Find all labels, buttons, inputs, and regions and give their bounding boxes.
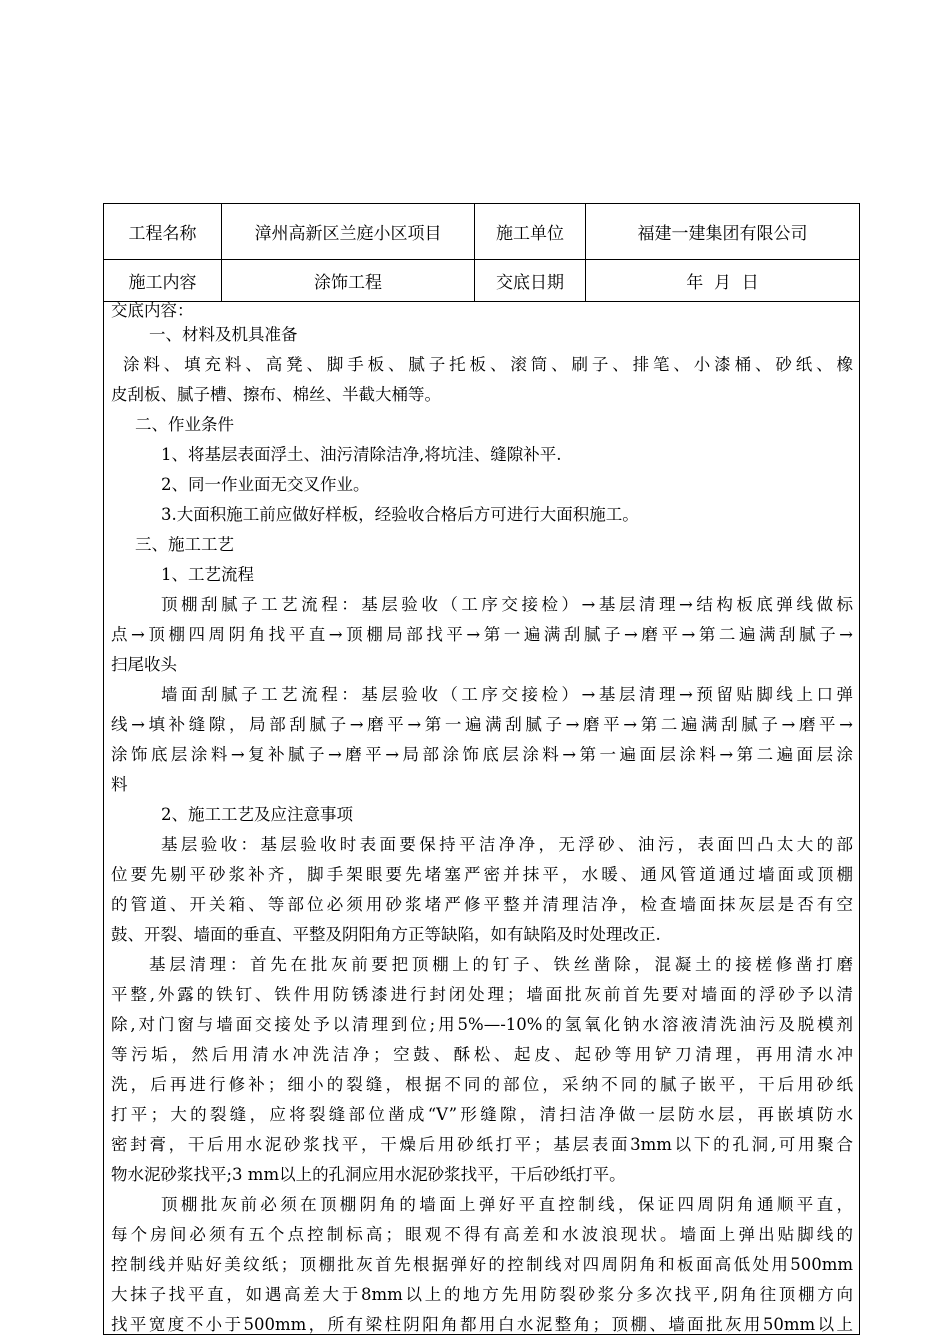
disclosure-content — [111, 302, 853, 1340]
paragraph-line: 涂饰底层涂料→复补腻子→磨平→局部涂饰底层涂料→第一遍面层涂料→第二遍面层涂 — [111, 745, 853, 764]
header-row-1 — [104, 204, 859, 260]
subsection-heading: 2、施工工艺及应注意事项 — [161, 805, 353, 824]
paragraph-line: 扫尾收头 — [111, 655, 177, 674]
date-value: 年 月 日 — [686, 273, 759, 293]
project-name-label: 工程名称 — [104, 204, 222, 259]
disclosure-form — [103, 203, 860, 1335]
header-row-2 — [104, 260, 859, 302]
paragraph-line: 基层验收：基层验收时表面要保持平洁净净，无浮砂、油污，表面凹凸太大的部 — [161, 835, 853, 854]
paragraph-line: 控制线并贴好美纹纸；顶棚批灰首先根据弹好的控制线对四周阴角和板面高低处用500mm — [111, 1255, 853, 1274]
list-item: 1、将基层表面浮土、油污清除洁净,将坑洼、缝隙补平. — [161, 445, 562, 464]
paragraph-line: 的管道、开关箱、等部位必须用砂浆堵严修平整并清理洁净，检查墙面抹灰层是否有空 — [111, 895, 853, 914]
paragraph-line: 鼓、开裂、墙面的垂直、平整及阴阳角方正等缺陷，如有缺陷及时处理改正. — [111, 925, 661, 944]
paragraph-line: 料 — [111, 775, 128, 794]
project-name-value: 漳州高新区兰庭小区项目 — [222, 204, 475, 259]
paragraph-line: 等污垢，然后用清水冲洗洁净；空鼓、酥松、起皮、起砂等用铲刀清理，再用清水冲 — [111, 1045, 853, 1064]
section-heading: 二、作业条件 — [135, 415, 234, 434]
paragraph-line: 顶棚刮腻子工艺流程：基层验收（工序交接检）→基层清理→结构板底弹线做标 — [161, 595, 853, 614]
date-label: 交底日期 — [475, 260, 586, 301]
section-heading: 三、施工工艺 — [135, 535, 234, 554]
paragraph-line: 打平；大的裂缝，应将裂缝部位凿成“V”形缝隙，清扫洁净做一层防水层，再嵌填防水 — [111, 1105, 853, 1124]
work-content-value: 涂饰工程 — [222, 260, 475, 301]
subsection-heading: 1、工艺流程 — [161, 565, 254, 584]
paragraph-line: 墙面刮腻子工艺流程：基层验收（工序交接检）→基层清理→预留贴脚线上口弹 — [161, 685, 853, 704]
paragraph-line: 洗，后再进行修补；细小的裂缝，根据不同的部位，采纳不同的腻子嵌平，干后用砂纸 — [111, 1075, 853, 1094]
content-label: 交底内容： — [111, 301, 194, 320]
paragraph-line: 物水泥砂浆找平;3 mm以上的孔洞应用水泥砂浆找平，干后砂纸打平。 — [111, 1165, 626, 1184]
work-content-label: 施工内容 — [104, 260, 222, 301]
list-item: 3.大面积施工前应做好样板，经验收合格后方可进行大面积施工。 — [161, 505, 639, 524]
contractor-value: 福建一建集团有限公司 — [637, 224, 808, 244]
paragraph-line: 位要先剔平砂浆补齐，脚手架眼要先堵塞严密并抹平，水暖、通风管道通过墙面或顶棚 — [111, 865, 853, 884]
paragraph-line: 线→填补缝隙，局部刮腻子→磨平→第一遍满刮腻子→磨平→第二遍满刮腻子→磨平→ — [111, 715, 853, 734]
paragraph-line: 除,对门窗与墙面交接处予以清理到位;用5%—-10%的氢氧化钠水溶液清洗油污及脱模剂 — [111, 1015, 853, 1034]
paragraph-line: 基层清理：首先在批灰前要把顶棚上的钉子、铁丝凿除，混凝土的接槎修凿打磨 — [149, 955, 853, 974]
paragraph-line: 密封膏，干后用水泥砂浆找平，干燥后用砂纸打平；基层表面3mm以下的孔洞,可用聚合 — [111, 1135, 853, 1154]
paragraph-line: 平整,外露的铁钉、铁件用防锈漆进行封闭处理；墙面批灰前首先要对墙面的浮砂予以清 — [111, 985, 853, 1004]
paragraph-line: 顶棚批灰前必须在顶棚阴角的墙面上弹好平直控制线，保证四周阴角通顺平直， — [161, 1195, 853, 1214]
paragraph-line: 点→顶棚四周阴角找平直→顶棚局部找平→第一遍满刮腻子→磨平→第二遍满刮腻子→ — [111, 625, 853, 644]
paragraph-line: 大抹子找平直，如遇高差大于8mm以上的地方先用防裂砂浆分多次找平,阴角往顶棚方向 — [111, 1285, 853, 1304]
section-heading: 一、材料及机具准备 — [149, 325, 298, 344]
paragraph-line: 每个房间必须有五个点控制标高；眼观不得有高差和水波浪现状。墙面上弹出贴脚线的 — [111, 1225, 853, 1244]
list-item: 2、同一作业面无交叉作业。 — [161, 475, 370, 494]
contractor-label: 施工单位 — [475, 204, 586, 259]
paragraph-line: 皮刮板、腻子槽、擦布、棉丝、半截大桶等。 — [111, 385, 441, 404]
paragraph-line: 找平宽度不小于500mm，所有梁柱阴阳角都用白水泥整角；顶棚、墙面批灰用50mm以上 — [111, 1315, 853, 1334]
paragraph-line: 涂料、填充料、高凳、脚手板、腻子托板、滚筒、刷子、排笔、小漆桶、砂纸、橡 — [123, 355, 853, 374]
